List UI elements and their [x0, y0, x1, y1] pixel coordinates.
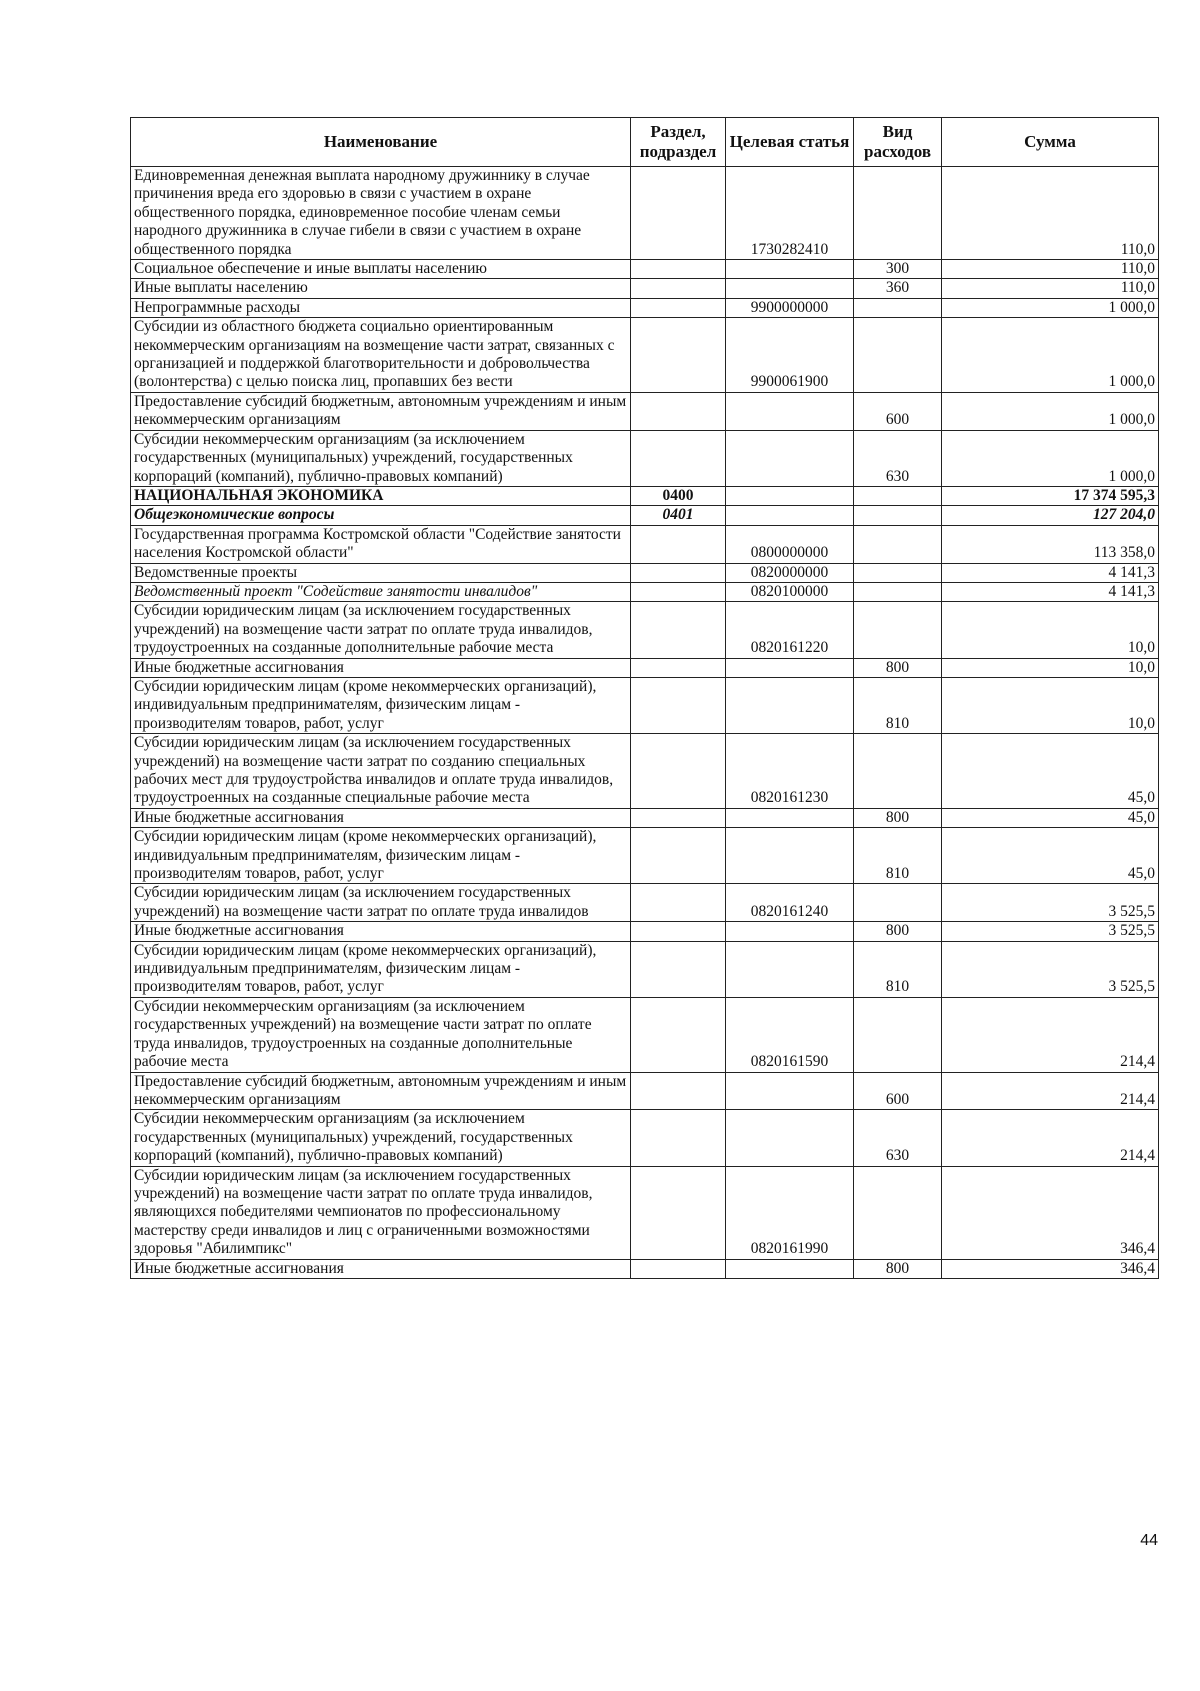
table-row [131, 563, 1159, 582]
row-expense-type: 600 [854, 1072, 942, 1110]
row-sum: 45,0 [942, 828, 1159, 884]
table-row [131, 828, 1159, 884]
row-name: Иные бюджетные ассигнования [131, 1259, 631, 1278]
page-number: 44 [1140, 1532, 1158, 1549]
row-expense-type: 800 [854, 922, 942, 941]
row-section [631, 563, 726, 582]
row-target-article [726, 486, 854, 505]
row-section [631, 1166, 726, 1259]
row-expense-type [854, 167, 942, 260]
header-target: Целевая статья [726, 118, 854, 167]
row-expense-type [854, 563, 942, 582]
row-expense-type: 800 [854, 808, 942, 827]
row-target-article [726, 506, 854, 525]
row-name: Общеэкономические вопросы [131, 506, 631, 525]
table-row [131, 582, 1159, 601]
row-sum: 3 525,5 [942, 941, 1159, 997]
row-section [631, 941, 726, 997]
header-sum: Сумма [942, 118, 1159, 167]
row-name: Субсидии юридическим лицам (за исключением государственных учреждений) на возмещение части затрат по созданию специальных рабочих мест для трудоустройства инвалидов и оплате труда инвалидов, трудоустроенных на созданные специальные рабочие места [131, 734, 631, 809]
table-row [131, 318, 1159, 393]
table-row [131, 808, 1159, 827]
row-expense-type: 630 [854, 1110, 942, 1166]
row-expense-type [854, 734, 942, 809]
row-target-article: 1730282410 [726, 167, 854, 260]
row-target-article: 0820100000 [726, 582, 854, 601]
row-expense-type: 810 [854, 828, 942, 884]
table-row [131, 525, 1159, 563]
row-sum: 1 000,0 [942, 298, 1159, 317]
header-name: Наименование [131, 118, 631, 167]
row-sum: 127 204,0 [942, 506, 1159, 525]
row-target-article: 0820161230 [726, 734, 854, 809]
row-sum: 10,0 [942, 658, 1159, 677]
row-section [631, 997, 726, 1072]
row-target-article [726, 808, 854, 827]
row-name: Иные бюджетные ассигнования [131, 808, 631, 827]
row-sum: 214,4 [942, 1110, 1159, 1166]
row-section [631, 1110, 726, 1166]
row-section [631, 734, 726, 809]
row-target-article: 0820161240 [726, 884, 854, 922]
row-section [631, 828, 726, 884]
row-section [631, 808, 726, 827]
row-target-article [726, 828, 854, 884]
table-row [131, 1166, 1159, 1259]
row-sum: 10,0 [942, 602, 1159, 658]
row-section [631, 658, 726, 677]
table-row [131, 997, 1159, 1072]
row-expense-type [854, 602, 942, 658]
row-sum: 346,4 [942, 1166, 1159, 1259]
table-header-row [131, 118, 1159, 167]
row-expense-type [854, 525, 942, 563]
row-expense-type [854, 884, 942, 922]
row-expense-type: 600 [854, 392, 942, 430]
row-sum: 45,0 [942, 734, 1159, 809]
row-expense-type [854, 298, 942, 317]
row-name: Субсидии юридическим лицам (кроме некоммерческих организаций), индивидуальным предпринимателям, физическим лицам - производителям товаров, работ, услуг [131, 828, 631, 884]
row-name: Государственная программа Костромской области "Содействие занятости населения Костромской области" [131, 525, 631, 563]
row-sum: 4 141,3 [942, 582, 1159, 601]
row-name: Иные выплаты населению [131, 279, 631, 298]
row-target-article [726, 1072, 854, 1110]
row-expense-type: 360 [854, 279, 942, 298]
table-row [131, 941, 1159, 997]
row-section [631, 1259, 726, 1278]
row-name: Иные бюджетные ассигнования [131, 922, 631, 941]
row-expense-type: 300 [854, 260, 942, 279]
table-row [131, 298, 1159, 317]
row-target-article [726, 392, 854, 430]
row-target-article: 0820161990 [726, 1166, 854, 1259]
row-expense-type: 630 [854, 430, 942, 486]
table-row [131, 260, 1159, 279]
row-sum: 17 374 595,3 [942, 486, 1159, 505]
row-section [631, 677, 726, 733]
row-sum: 45,0 [942, 808, 1159, 827]
row-expense-type: 810 [854, 677, 942, 733]
row-name: Субсидии юридическим лицам (кроме некоммерческих организаций), индивидуальным предпринимателям, физическим лицам - производителям товаров, работ, услуг [131, 941, 631, 997]
row-expense-type [854, 1166, 942, 1259]
row-sum: 3 525,5 [942, 884, 1159, 922]
row-name: Субсидии некоммерческим организациям (за исключением государственных (муниципальных) учреждений, государственных корпораций (компаний), публично-правовых компаний) [131, 1110, 631, 1166]
row-target-article [726, 430, 854, 486]
table-row [131, 167, 1159, 260]
table-body [131, 167, 1159, 1279]
row-sum: 1 000,0 [942, 392, 1159, 430]
row-sum: 4 141,3 [942, 563, 1159, 582]
row-expense-type: 800 [854, 658, 942, 677]
row-expense-type [854, 582, 942, 601]
row-expense-type [854, 318, 942, 393]
row-expense-type: 810 [854, 941, 942, 997]
table-row [131, 922, 1159, 941]
row-name: НАЦИОНАЛЬНАЯ ЭКОНОМИКА [131, 486, 631, 505]
row-target-article [726, 1259, 854, 1278]
table-row [131, 884, 1159, 922]
row-section [631, 279, 726, 298]
row-sum: 346,4 [942, 1259, 1159, 1278]
table-row [131, 430, 1159, 486]
table-row [131, 279, 1159, 298]
row-name: Субсидии юридическим лицам (кроме некоммерческих организаций), индивидуальным предпринимателям, физическим лицам - производителям товаров, работ, услуг [131, 677, 631, 733]
row-section [631, 260, 726, 279]
row-target-article: 0820161590 [726, 997, 854, 1072]
row-target-article [726, 922, 854, 941]
row-expense-type [854, 506, 942, 525]
row-section [631, 318, 726, 393]
row-sum: 110,0 [942, 167, 1159, 260]
row-target-article [726, 941, 854, 997]
row-target-article: 9900061900 [726, 318, 854, 393]
row-target-article: 9900000000 [726, 298, 854, 317]
row-name: Непрограммные расходы [131, 298, 631, 317]
header-type: Вид расходов [854, 118, 942, 167]
row-sum: 1 000,0 [942, 430, 1159, 486]
table-row [131, 1110, 1159, 1166]
header-section: Раздел, подраздел [631, 118, 726, 167]
row-name: Субсидии некоммерческим организациям (за исключением государственных учреждений) на возмещение части затрат по оплате труда инвалидов, трудоустроенных на созданные дополнительные рабочие места [131, 997, 631, 1072]
row-section: 0400 [631, 486, 726, 505]
table-row [131, 658, 1159, 677]
row-target-article: 0820000000 [726, 563, 854, 582]
row-section [631, 602, 726, 658]
row-target-article [726, 279, 854, 298]
row-section [631, 582, 726, 601]
row-name: Единовременная денежная выплата народному дружиннику в случае причинения вреда его здоровью в связи с участием в охране общественного порядка, единовременное пособие членам семьи народного дружинника в случае гибели в связи с участием в охране общественного порядка [131, 167, 631, 260]
row-name: Субсидии некоммерческим организациям (за исключением государственных (муниципальных) учреждений, государственных корпораций (компаний), публично-правовых компаний) [131, 430, 631, 486]
row-sum: 113 358,0 [942, 525, 1159, 563]
row-name: Социальное обеспечение и иные выплаты населению [131, 260, 631, 279]
row-name: Ведомственный проект "Содействие занятости инвалидов" [131, 582, 631, 601]
row-section: 0401 [631, 506, 726, 525]
row-name: Предоставление субсидий бюджетным, автономным учреждениям и иным некоммерческим организациям [131, 1072, 631, 1110]
row-name: Субсидии из областного бюджета социально ориентированным некоммерческим организациям на возмещение части затрат, связанных с организацией и поддержкой благотворительности и добровольчества (волонтерства) с целью поиска лиц, пропавших без вести [131, 318, 631, 393]
table-row [131, 602, 1159, 658]
row-target-article [726, 260, 854, 279]
row-section [631, 392, 726, 430]
row-name: Субсидии юридическим лицам (за исключением государственных учреждений) на возмещение части затрат по оплате труда инвалидов, трудоустроенных на созданные дополнительные рабочие места [131, 602, 631, 658]
row-section [631, 430, 726, 486]
row-section [631, 298, 726, 317]
row-name: Ведомственные проекты [131, 563, 631, 582]
row-section [631, 922, 726, 941]
row-target-article [726, 658, 854, 677]
row-expense-type [854, 486, 942, 505]
row-target-article: 0820161220 [726, 602, 854, 658]
row-sum: 214,4 [942, 997, 1159, 1072]
row-section [631, 1072, 726, 1110]
row-section [631, 525, 726, 563]
row-name: Субсидии юридическим лицам (за исключением государственных учреждений) на возмещение части затрат по оплате труда инвалидов, являющихся победителями чемпионатов по профессиональному мастерству среди инвалидов и лиц с ограниченными возможностями здоровья "Абилимпикс" [131, 1166, 631, 1259]
row-sum: 3 525,5 [942, 922, 1159, 941]
table-row [131, 1072, 1159, 1110]
row-target-article: 0800000000 [726, 525, 854, 563]
row-section [631, 167, 726, 260]
table-row [131, 506, 1159, 525]
row-sum: 1 000,0 [942, 318, 1159, 393]
row-name: Субсидии юридическим лицам (за исключением государственных учреждений) на возмещение части затрат по оплате труда инвалидов [131, 884, 631, 922]
row-target-article [726, 1110, 854, 1166]
table-row [131, 1259, 1159, 1278]
row-sum: 110,0 [942, 260, 1159, 279]
table-row [131, 734, 1159, 809]
table-row [131, 392, 1159, 430]
row-section [631, 884, 726, 922]
row-expense-type: 800 [854, 1259, 942, 1278]
row-target-article [726, 677, 854, 733]
row-name: Иные бюджетные ассигнования [131, 658, 631, 677]
row-sum: 110,0 [942, 279, 1159, 298]
row-name: Предоставление субсидий бюджетным, автономным учреждениям и иным некоммерческим организациям [131, 392, 631, 430]
table-row [131, 677, 1159, 733]
row-sum: 214,4 [942, 1072, 1159, 1110]
table-row [131, 486, 1159, 505]
budget-table [130, 117, 1159, 1279]
row-expense-type [854, 997, 942, 1072]
row-sum: 10,0 [942, 677, 1159, 733]
